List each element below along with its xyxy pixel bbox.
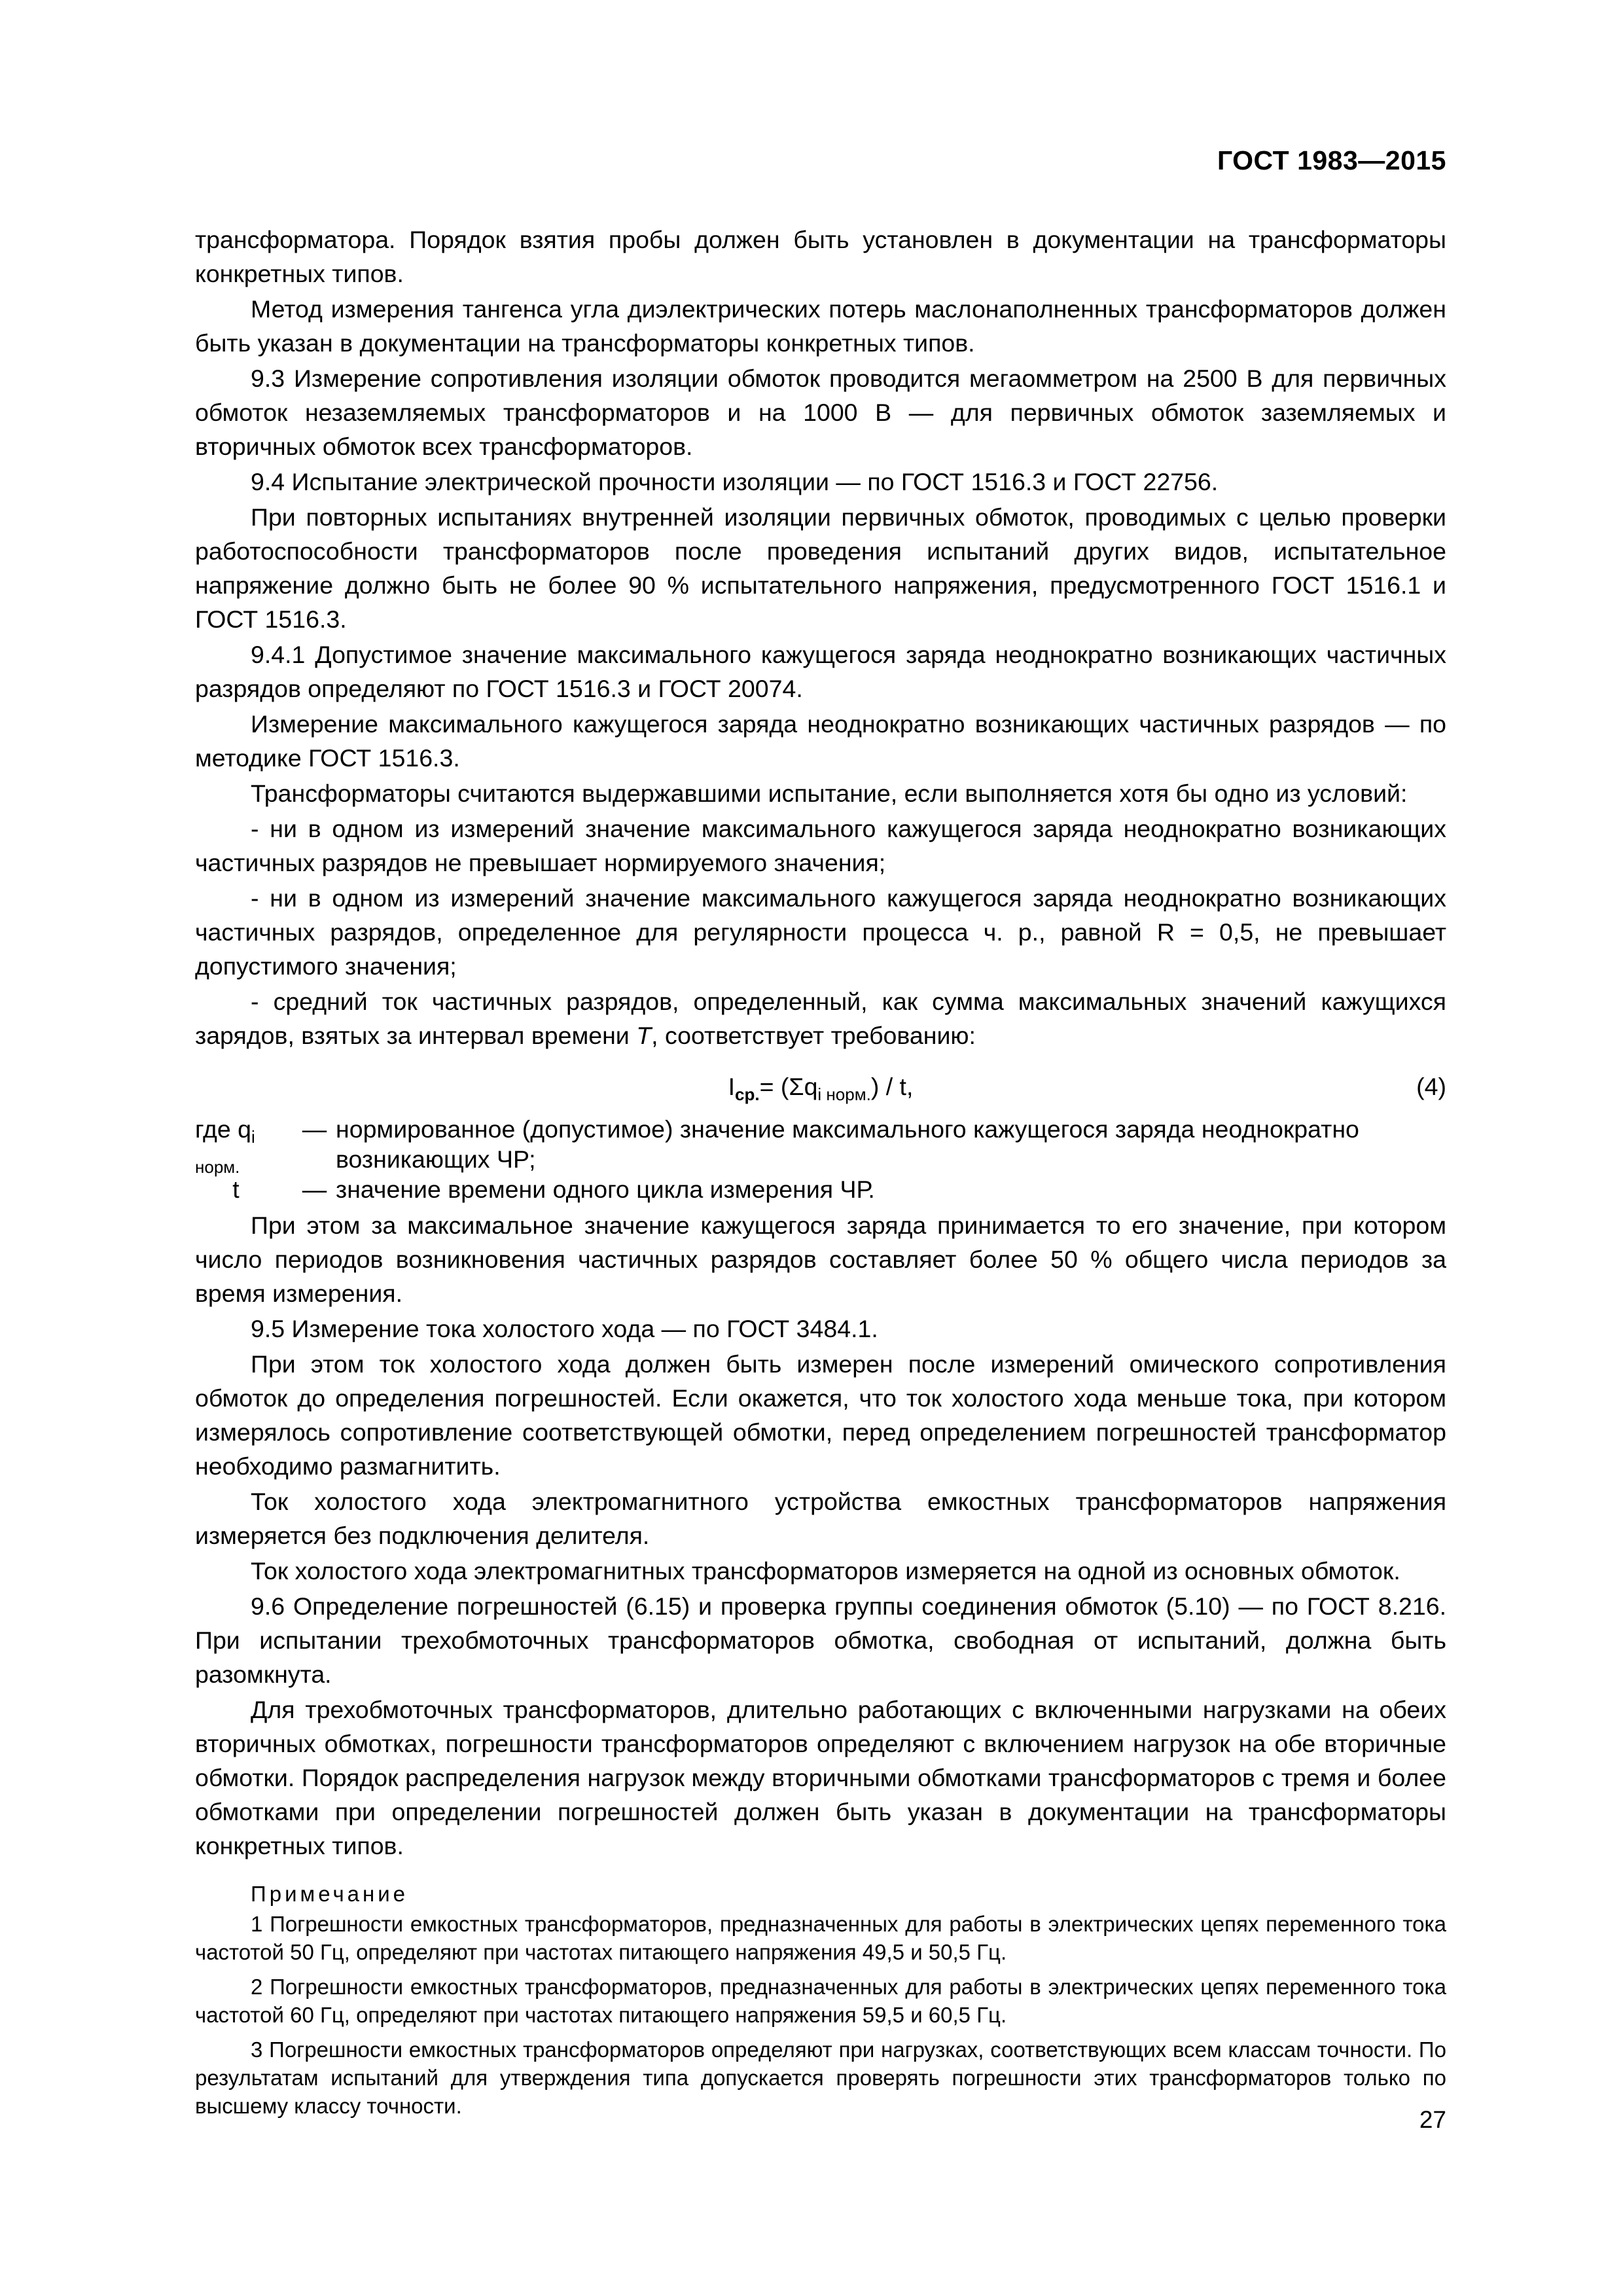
paragraph: Ток холостого хода электромагнитного устройства емкостных трансформаторов напряжения измеряется без подключения делителя. xyxy=(195,1488,1446,1549)
definition-symbol-text: где q xyxy=(195,1115,252,1143)
formula xyxy=(195,1069,1446,1103)
paragraph-9-4: 9.4 Испытание электрической прочности изоляции — по ГОСТ 1516.3 и ГОСТ 22756. xyxy=(251,468,1219,495)
paragraph: Ток холостого хода электромагнитных трансформаторов измеряется на одной из основных обмоток. xyxy=(251,1557,1400,1585)
paragraph-9-4-1: 9.4.1 Допустимое значение максимального кажущегося заряда неоднократно возникающих частичных разрядов определяют по ГОСТ 1516.3 и ГОСТ 20074. xyxy=(195,641,1446,702)
definition-text: нормированное (допустимое) значение максимального кажущегося заряда неоднократно возникающих ЧР; xyxy=(336,1115,1359,1173)
definition-dash: — xyxy=(302,1115,327,1143)
paragraph-9-3: 9.3 Измерение сопротивления изоляции обмоток проводится мегаомметром на 2500 В для первичных обмоток незаземляемых трансформаторов и на 1000 В — для первичных обмоток заземляемых и вторичных обмоток всех трансформаторов. xyxy=(195,365,1446,460)
formula-number: (4) xyxy=(1416,1073,1446,1100)
definition-text: значение времени одного цикла измерения ЧР. xyxy=(336,1175,875,1203)
formula-lhs-sub: ср. xyxy=(735,1085,760,1104)
notes-block xyxy=(195,1880,1446,2120)
document-code-header: ГОСТ 1983—2015 xyxy=(1217,145,1446,175)
definition-symbol xyxy=(195,1114,293,1177)
paragraph: Трансформаторы считаются выдержавшими испытание, если выполняется хотя бы одно из условий: xyxy=(251,780,1408,807)
note-item: 3 Погрешности емкостных трансформаторов определяют при нагрузках, соответствующих всем классам точности. По результатам испытаний для утверждения типа допускается проверять погрешности этих трансформаторов только по высшему классу точности. xyxy=(195,2037,1446,2118)
page-body xyxy=(195,223,1446,2126)
definition-dash: — xyxy=(302,1175,327,1203)
paragraph: При этом за максимальное значение кажущегося заряда принимается то его значение, при котором число периодов возникновения частичных разрядов составляет более 50 % общего числа периодов за время измерения. xyxy=(195,1211,1446,1307)
note-item: 2 Погрешности емкостных трансформаторов, предназначенных для работы в электрических цепях переменного тока частотой 60 Гц, определяют при частотах питающего напряжения 59,5 и 60,5 Гц. xyxy=(195,1975,1446,2027)
formula-mid-sub: i норм. xyxy=(817,1085,871,1104)
definition-row xyxy=(195,1174,1446,1204)
notes-heading: Примечание xyxy=(251,1882,409,1906)
formula-rhs: ) / t, xyxy=(870,1073,914,1100)
definition-row xyxy=(195,1114,1446,1177)
paragraph: трансформатора. Порядок взятия пробы должен быть установлен в документации на трансформаторы конкретных типов. xyxy=(195,226,1446,287)
formula-mid: = (Σq xyxy=(759,1073,818,1100)
condition-text: - средний ток частичных разрядов, определенный, как сумма максимальных значений кажущихся зарядов, взятых за интервал времени xyxy=(195,988,1446,1049)
paragraph: Метод измерения тангенса угла диэлектрических потерь маслонаполненных трансформаторов должен быть указан в документации на трансформаторы конкретных типов. xyxy=(195,295,1446,357)
condition-tail: , соответствует требованию: xyxy=(651,1022,976,1049)
paragraph-9-5: 9.5 Измерение тока холостого хода — по ГОСТ 3484.1. xyxy=(251,1315,878,1342)
paragraph-9-6: 9.6 Определение погрешностей (6.15) и проверка группы соединения обмоток (5.10) — по ГОСТ 8.216. При испытании трехобмоточных трансформаторов обмотка, свободная от испытаний, должна быть разомкнута. xyxy=(195,1592,1446,1688)
time-interval-symbol: T xyxy=(636,1022,652,1049)
condition-item: - ни в одном из измерений значение максимального кажущегося заряда неоднократно возникающих частичных разрядов, определенное для регулярности процесса ч. р., равной R = 0,5, не превышает допустимого значения; xyxy=(195,884,1446,980)
condition-item: - ни в одном из измерений значение максимального кажущегося заряда неоднократно возникающих частичных разрядов не превышает нормируемого значения; xyxy=(195,815,1446,876)
definition-symbol-sub: i норм. xyxy=(195,1127,255,1177)
symbol-definitions xyxy=(195,1114,1446,1204)
paragraph: Для трехобмоточных трансформаторов, длительно работающих с включенными нагрузками на обеих вторичных обмотках, погрешности трансформаторов определяют с включением нагрузок на обе вторичные обмотки. Порядок распределения нагрузок между вторичными обмотками трансформаторов с тремя и более обмотками при определении погрешностей должен быть указан в документации на трансформаторы конкретных типов. xyxy=(195,1696,1446,1859)
page-number: 27 xyxy=(1419,2106,1446,2133)
condition-item xyxy=(195,984,1446,1052)
formula-lhs: I xyxy=(728,1073,735,1100)
paragraph: При этом ток холостого хода должен быть измерен после измерений омического сопротивления обмоток до определения погрешностей. Если окажется, что ток холостого хода меньше тока, при котором измерялось сопротивление соответствующей обмотки, перед определением погрешностей трансформатор необходимо размагнитить. xyxy=(195,1350,1446,1480)
paragraph: Измерение максимального кажущегося заряда неоднократно возникающих частичных разрядов — по методике ГОСТ 1516.3. xyxy=(195,710,1446,772)
paragraph: При повторных испытаниях внутренней изоляции первичных обмоток, проводимых с целью проверки работоспособности трансформаторов после проведения испытаний других видов, испытательное напряжение должно быть не более 90 % испытательного напряжения, предусмотренного ГОСТ 1516.1 и ГОСТ 1516.3. xyxy=(195,503,1446,633)
definition-symbol: t xyxy=(232,1175,240,1203)
formula-row xyxy=(195,1069,1446,1109)
note-item: 1 Погрешности емкостных трансформаторов, предназначенных для работы в электрических цепях переменного тока частотой 50 Гц, определяют при частотах питающего напряжения 49,5 и 50,5 Гц. xyxy=(195,1912,1446,1964)
